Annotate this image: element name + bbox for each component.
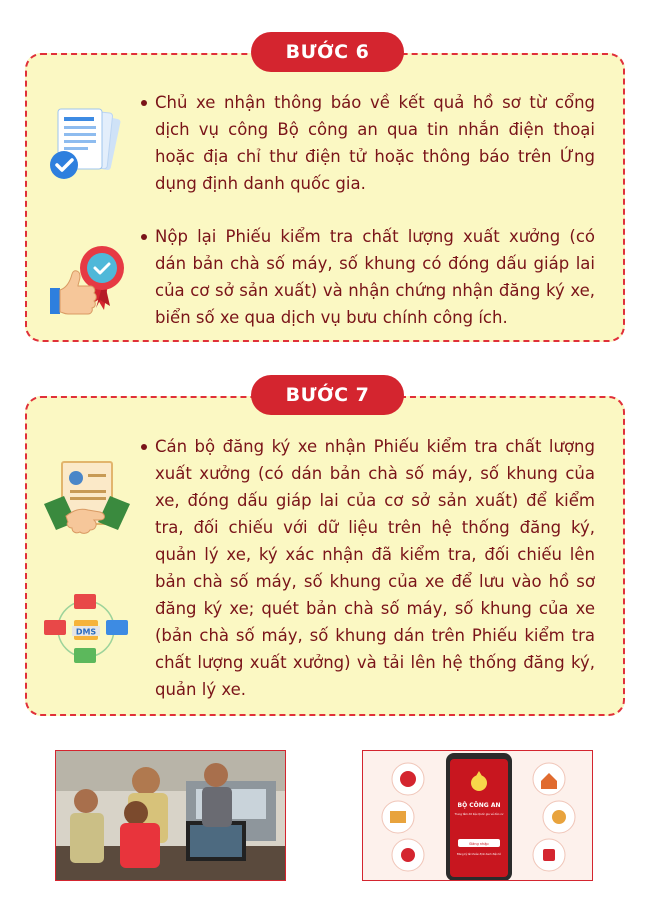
step-6-label: BƯỚC 6	[285, 41, 370, 63]
step-6-item-2: Nộp lại Phiếu kiểm tra chất lượng xuất xưởng (có dán bản chà số máy, số khung có đóng dấu giáp lai của cơ sở sản xuất) và nhận chứng nhận đăng ký xe, biển số xe qua dịch vụ bưu chính công ích.	[155, 223, 595, 331]
step-7-item-1: Cán bộ đăng ký xe nhận Phiếu kiểm tra chất lượng xuất xưởng (có dán bản chà số máy, số khung của xe, đóng dấu giáp lai của cơ sở sản xuất) để kiểm tra, đối chiếu với dữ liệu trên hệ thống đăng ký, quản lý xe, ký xác nhận đã kiểm tra, đối chiếu lên bản chà số máy, số khung của xe để lưu vào hồ sơ đăng ký xe; quét bản chà số máy, số khung của xe (bản chà số máy, số khung dán trên Phiếu kiểm tra chất lượng xuất xưởng) và tải lên hệ thống đăng ký, quản lý xe.	[155, 433, 595, 703]
step-7-label: BƯỚC 7	[285, 384, 370, 406]
app-register-link: Đăng ký tài khoản định danh điện tử	[457, 853, 501, 856]
documents-check-icon	[40, 105, 130, 190]
vneid-app-illustration	[362, 750, 593, 881]
step-6-badge	[251, 32, 404, 72]
thumbs-up-award-icon	[42, 238, 132, 318]
dms-label: DMS	[75, 627, 97, 637]
handshake-certificate-icon	[44, 460, 130, 544]
step-6-item-1: Chủ xe nhận thông báo về kết quả hồ sơ từ cổng dịch vụ công Bộ công an qua tin nhắn điện thoại hoặc địa chỉ thư điện tử hoặc thông báo trên Ứng dụng định danh quốc gia.	[155, 89, 595, 197]
registration-office-photo	[55, 750, 286, 881]
app-subtitle: Trung tâm dữ liệu Quốc gia về dân cư	[454, 813, 504, 816]
dms-folders-icon	[42, 590, 130, 668]
app-login-button: Đăng nhập	[469, 842, 489, 846]
step-7-badge	[251, 375, 404, 415]
app-title: BỘ CÔNG AN	[457, 802, 501, 809]
